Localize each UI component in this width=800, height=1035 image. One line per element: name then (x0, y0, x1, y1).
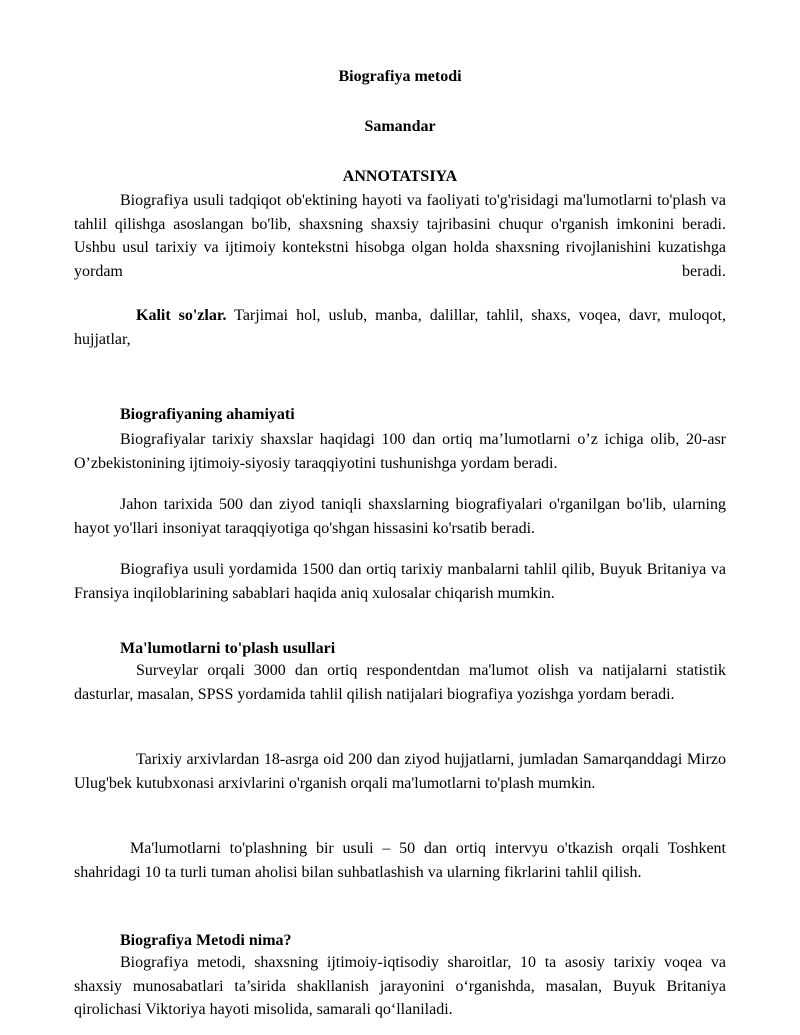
section-paragraph: Tarixiy arxivlardan 18-asrga oid 200 dan ziyod hujjatlarni, jumladan Samarqanddagi Mirzo Ulug'bek kutubxonasi arxivlarini o'rganish orqali ma'lumotlarni to'plash mumkin. (74, 751, 726, 792)
section-heading: Biografiyaning ahamiyati (120, 406, 295, 423)
section-paragraph: Biografiya metodi, shaxsning ijtimoiy-iqtisodiy sharoitlar, 10 ta asosiy tarixiy voqea va shaxsiy munosabatlari ta’sirida shakllanish jarayonini o‘rganishda, masalan, Buyuk Britaniya qirolichasi Viktoriya hayoti misolida, samarali qo‘llaniladi. (74, 954, 726, 1018)
keywords-paragraph (74, 304, 726, 351)
author-name: Samandar (364, 118, 436, 135)
document-title: Biografiya metodi (338, 68, 462, 85)
section-paragraph: Biografiyalar tarixiy shaxslar haqidagi 100 dan ortiq ma’lumotlarni o’z ichiga olib, 20-asr O’zbekistonining ijtimoiy-siyosiy taraqqiyotini tushunishga yordam beradi. (74, 431, 726, 472)
section-heading: Ma'lumotlarni to'plash usullari (120, 640, 336, 657)
section-paragraph: Biografiya usuli yordamida 1500 dan ortiq tarixiy manbalarni tahlil qilib, Buyuk Britaniya va Fransiya inqiloblarining sabablari haqida aniq xulosalar chiqarish mumkin. (74, 561, 726, 602)
section-paragraph: Ma'lumotlarni to'plashning bir usuli – 50 dan ortiq intervyu o'tkazish orqali Toshkent shahridagi 10 ta turli tuman aholisi bilan suhbatlashish va ularning fikrlarini tahlil qilish. (74, 840, 726, 881)
section-paragraph: Jahon tarixida 500 dan ziyod taniqli shaxslarning biografiyalari o'rganilgan bo'lib, ularning hayot yo'llari insoniyat taraqqiyotiga qo'shgan hissasini ko'rsatib beradi. (74, 496, 726, 537)
section-paragraph: Surveylar orqali 3000 dan ortiq respondentdan ma'lumot olish va natijalarni statistik dasturlar, masalan, SPSS yordamida tahlil qilish natijalari biografiya yozishga yordam beradi. (74, 662, 726, 703)
section-heading: Biografiya Metodi nima? (120, 932, 292, 949)
keywords-label: Kalit so'zlar. (136, 307, 227, 324)
keywords-text: Tarjimai hol, uslub, manba, dalillar, tahlil, shaxs, voqea, davr, muloqot, hujjatlar, (74, 307, 726, 348)
abstract-text: Biografiya usuli tadqiqot ob'ektining hayoti va faoliyati to'g'risidagi ma'lumotlarni to'plash va tahlil qilishga asoslangan bo'lib, shaxsning shaxsiy tajribasini chuqur o'rganish imkonini beradi. Ushbu usul tarixiy va ijtimoiy kontekstni hisobga olgan holda shaxsning rivojlanishini kuzatishga yordam beradi. (74, 192, 726, 280)
abstract-heading: ANNOTATSIYA (342, 168, 458, 185)
